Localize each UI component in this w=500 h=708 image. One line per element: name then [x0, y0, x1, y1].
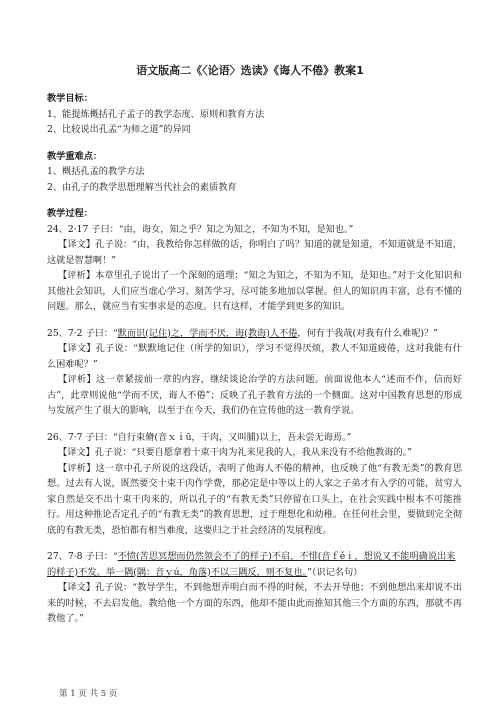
section-26-translation: 【译文】孔子说：“只要自愿拿着十束干肉为礼来见我的人，我从来没有不给他教诲的。”: [58, 447, 412, 458]
section-26-text: 26、7·7 子曰：“自行束脩(音ｘｉū，干肉，又叫脯)以上，吾未尝无诲焉。”: [47, 431, 352, 443]
document-body: [47, 80, 462, 627]
keypoint-item: 1、概括孔孟的教学方法: [47, 166, 145, 177]
keypoint-item: 2、由孔子的教学思想理解当代社会的素质教育: [47, 181, 237, 193]
section-27-quote: 不愤(苦思冥想而仍然领会不了的样子)不启，不悱(音ｆěｉ，想说又不能明确说出来的样子)不发。举一隅(隅：音ｙú，角落)不以三隅反，则不复也。: [47, 551, 456, 578]
page-title: 语文版高二《〈论语〉选读》《诲人不倦》教案1: [136, 64, 364, 77]
section-25: [47, 326, 462, 419]
section-24-text: 24、2·17 子曰：“由，诲女，知之乎？知之为知之，不知为不知，是知也。”: [47, 223, 354, 235]
goals-heading: 教学目标：: [47, 93, 93, 104]
section-27-text: [47, 549, 462, 580]
section-26-commentary: 【评析】这一章中孔子所说的这段话，表明了他诲人不倦的精神，也反映了他“有教无类”的教育思想。过去有人说，既然要交十束干肉作学费，那必定是中等以上的人家之子弟才有入学的可能，贫穷人家自然是交不出十束干肉来的，所以孔子的“有教无类”只停留在口头上，在社会实践中根本不可能推行。用这种推论否定孔子的“有教无类”的教育思想，过于理想化和幼稚。在任何社会里，要做到完全彻底的有教无类，恐怕都有相当难度，这要归之于社会经济的发展程度。: [47, 462, 462, 536]
section-24: [47, 222, 462, 315]
section-24-translation: 【译文】孔子说：“由，我教给你怎样做的话，你明白了吗？知道的就是知道，不知道就是不知道，这就是智慧啊！”: [47, 239, 462, 266]
section-27-prefix: 27、7·8 子曰：“: [47, 551, 118, 562]
goal-item: 2、比较说出孔孟“为师之道”的异同: [47, 124, 191, 135]
section-25-prefix: 25、7·2 子曰：“: [47, 327, 118, 339]
section-25-translation: 【译文】孔子说：“默默地记住（所学的知识），学习不觉得厌烦，教人不知道疲倦，这对我能有什么困难呢？”: [47, 343, 462, 370]
goal-item: 1、能提炼概括孔子孟子的教学态度、原则和教育方法: [47, 108, 265, 120]
keypoints-heading: 教学重难点：: [47, 150, 103, 162]
section-27-translation: 【译文】孔子说：“教导学生，不到他想弄明白而不得的时候，不去开导他；不到他想出来却说不出来的时候，不去启发他。教给他一个方面的东西，他却不能由此而推知其他三个方面的东西，那就不再教他了。”: [47, 582, 462, 624]
section-25-quote: 默而识(记住)之，学而不厌，诲(教诲)人不倦: [117, 327, 298, 339]
process-heading: 教学过程：: [47, 208, 93, 219]
section-27-suffix: ”（识记名句）: [307, 566, 363, 578]
page-footer: 第 1 页 共 5 页: [59, 689, 118, 699]
section-25-text: [47, 326, 462, 342]
section-25-commentary: 【评析】这一章紧接前一章的内容，继续谈论治学的方法问题。前面说他本人“述而不作，信而好古”，此章则说他“学而不厌，诲人不倦”；反映了孔子教育方法的一个侧面。这对中国教育思想的形成与发展产生了很大的影响，以至于在今天，我们仍在宣传他的这一教育学说。: [47, 374, 462, 416]
section-27: [47, 549, 462, 627]
section-25-suffix: ，何有于我哉(对我有什么难呢)？”: [297, 327, 438, 339]
section-26: [47, 430, 462, 539]
section-24-commentary: 【评析】本章里孔子说出了一个深刻的道理：“知之为知之，不知为不知，是知也。”对于文化知识和其他社会知识，人们应当虚心学习、刻苦学习，尽可能多地加以掌握。但人的知识再丰富，总有不懂的问题。那么，就应当有实事求是的态度。只有这样，才能学到更多的知识。: [47, 270, 462, 312]
